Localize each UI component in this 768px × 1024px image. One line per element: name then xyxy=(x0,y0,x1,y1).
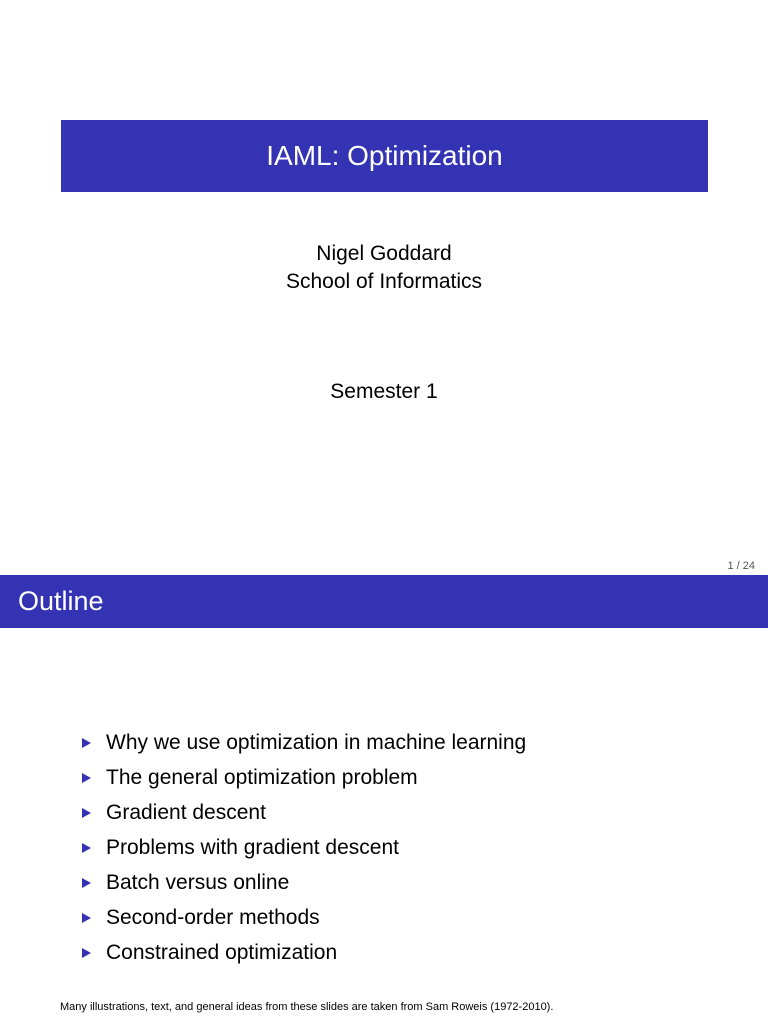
frame-title: Outline xyxy=(18,586,104,616)
page-number: 1 / 24 xyxy=(727,560,755,572)
triangle-bullet-icon xyxy=(82,843,91,853)
triangle-bullet-icon xyxy=(82,738,91,748)
triangle-bullet-icon xyxy=(82,878,91,888)
frame-header xyxy=(0,575,768,628)
outline-list xyxy=(82,725,526,970)
list-item-text: Problems with gradient descent xyxy=(106,835,399,859)
author-block xyxy=(0,240,768,296)
semester: Semester 1 xyxy=(330,380,438,403)
triangle-bullet-icon xyxy=(82,948,91,958)
outline-slide xyxy=(0,575,768,1024)
triangle-bullet-icon xyxy=(82,773,91,783)
list-item xyxy=(82,865,526,900)
list-item xyxy=(82,900,526,935)
list-item xyxy=(82,760,526,795)
slide-title: IAML: Optimization xyxy=(266,140,503,171)
list-item xyxy=(82,935,526,970)
institution: School of Informatics xyxy=(285,270,483,293)
list-item-text: Constrained optimization xyxy=(106,940,338,964)
author-name: Nigel Goddard xyxy=(316,242,452,265)
list-item-text: Gradient descent xyxy=(106,800,266,824)
slide-title-box xyxy=(61,120,708,192)
triangle-bullet-icon xyxy=(82,808,91,818)
list-item-text: The general optimization problem xyxy=(106,765,418,789)
list-item-text: Batch versus online xyxy=(106,870,290,894)
footnote: Many illustrations, text, and general ideas from these slides are taken from Sam Roweis (1972-2010). xyxy=(60,1001,554,1013)
list-item xyxy=(82,795,526,830)
list-item xyxy=(82,830,526,865)
list-item xyxy=(82,725,526,760)
list-item-text: Why we use optimization in machine learning xyxy=(106,730,527,754)
triangle-bullet-icon xyxy=(82,913,91,923)
list-item-text: Second-order methods xyxy=(106,905,320,929)
